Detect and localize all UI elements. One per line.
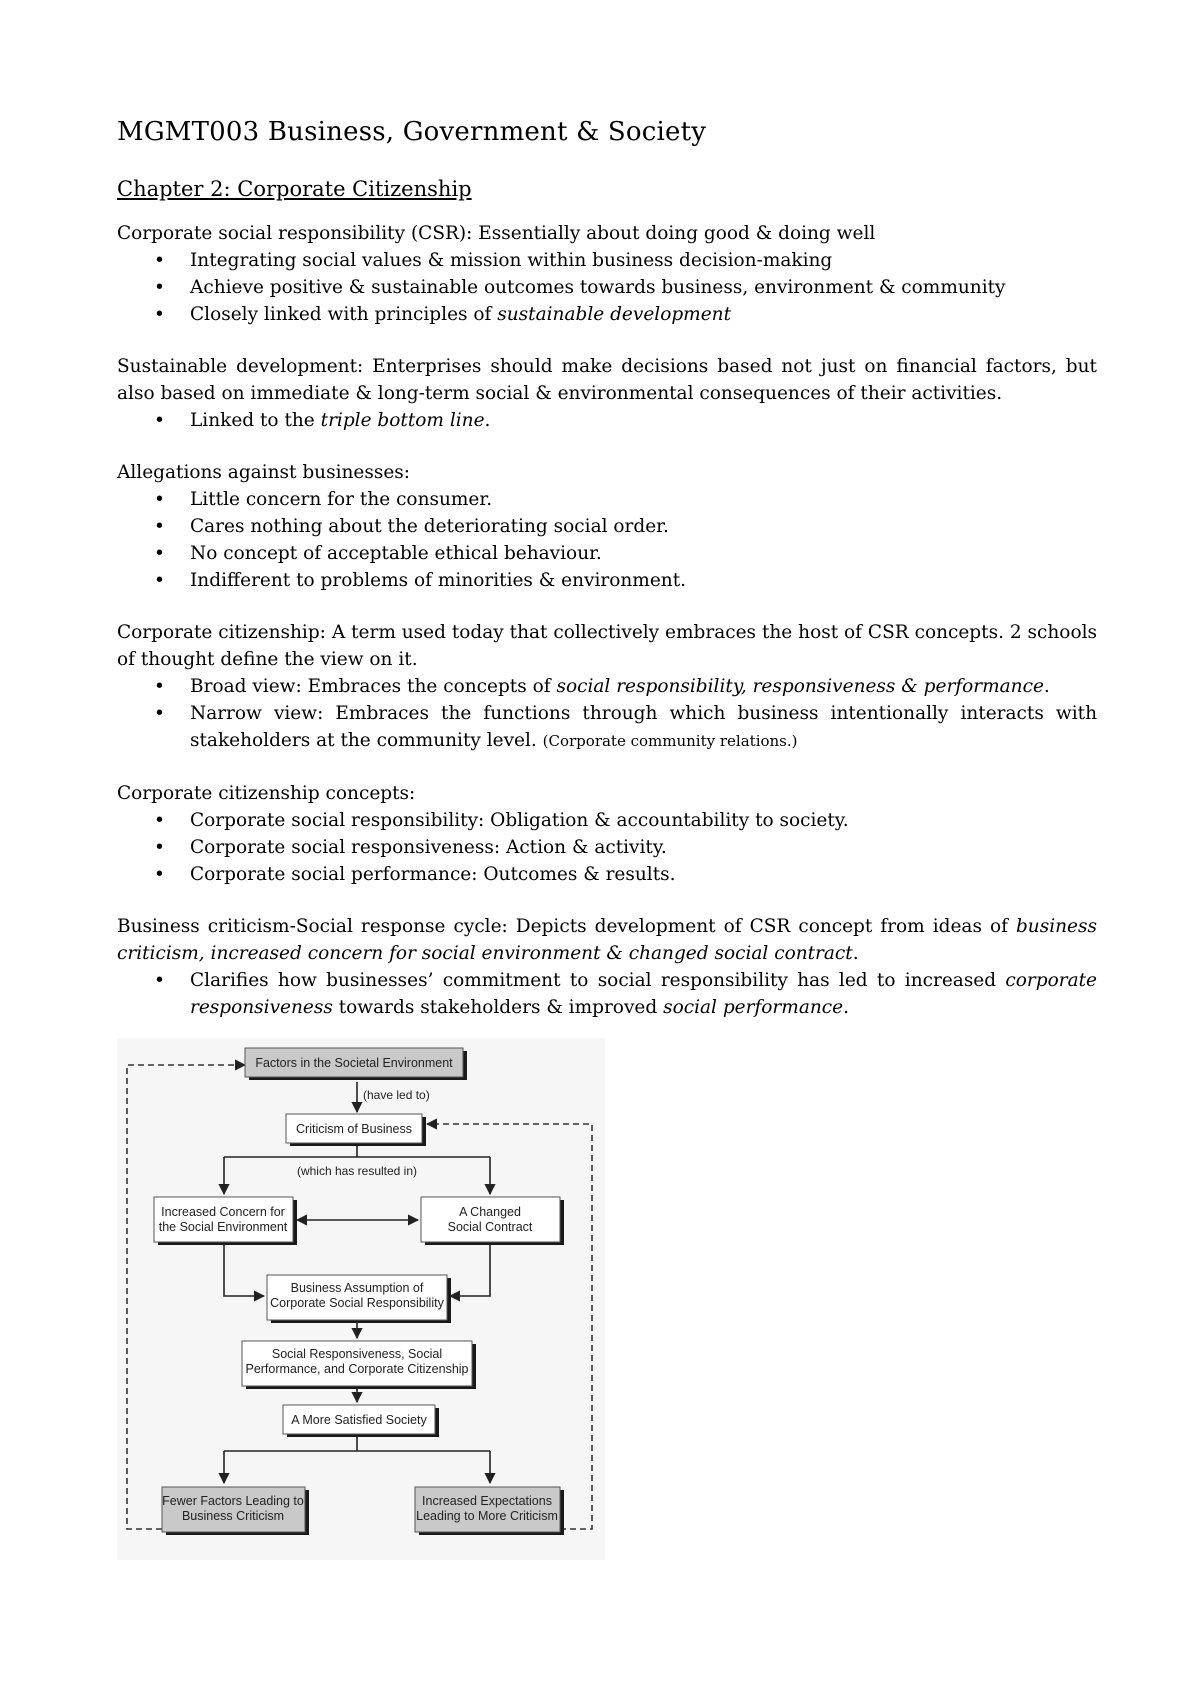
sd-bullet-end: . — [484, 410, 491, 431]
sd-bullet-text: Linked to the — [190, 410, 321, 431]
node-fewer-line1: Fewer Factors Leading to — [162, 1494, 304, 1508]
cycle-bullets — [117, 967, 1097, 1021]
sd-bullet-emphasis: triple bottom line — [320, 410, 485, 431]
cycle-bullet-end: . — [843, 997, 849, 1018]
node-fewer-factors — [162, 1487, 309, 1535]
node-fewer-line2: Business Criticism — [181, 1509, 285, 1523]
cycle-section — [117, 913, 1097, 1021]
allegation-item: • Cares nothing about the deteriorating social order. — [117, 513, 1097, 540]
cycle-bullet-emphasis: social performance — [663, 997, 844, 1018]
right-feedback-loop — [427, 1124, 592, 1529]
concepts-heading: Corporate citizenship concepts: — [117, 783, 416, 804]
cycle-bullet-emphasis: corporate responsiveness — [190, 970, 1097, 1018]
allegations-heading: Allegations against businesses: — [117, 462, 411, 483]
node-satisfied-society — [283, 1405, 439, 1437]
csr-bullet-text: Closely linked with principles of — [190, 304, 498, 325]
cc-narrow-view — [117, 700, 1097, 755]
allegation-item: • No concept of acceptable ethical behaviour. — [117, 540, 1097, 567]
broad-view-text: Embraces the concepts of — [301, 676, 557, 697]
cycle-definition — [117, 913, 1097, 967]
node-responsiveness-line2: Performance, and Corporate Citizenship — [245, 1362, 469, 1376]
broad-view-term: Broad view: — [190, 676, 302, 697]
cycle-bullet — [117, 967, 1097, 1021]
narrow-view-note: (Corporate community relations.) — [542, 732, 798, 750]
csr-bullet: • Integrating social values & mission within business decision-making — [117, 247, 1097, 274]
sd-definition — [117, 353, 1097, 407]
document-content — [117, 112, 1097, 1021]
node-assumption-line2: Corporate Social Responsibility — [270, 1296, 444, 1310]
node-concern-line2: the Social Environment — [158, 1220, 288, 1234]
sd-term: Sustainable development: — [117, 356, 364, 377]
allegation-item: • Little concern for the consumer. — [117, 486, 1097, 513]
cc-broad-view — [117, 673, 1097, 700]
allegations-bullets — [117, 486, 1097, 594]
csr-bullet: • Achieve positive & sustainable outcomes towards business, environment & community — [117, 274, 1097, 301]
cc-definition-text: A term used today that collectively embraces the host of CSR concepts. 2 schools of thought define the view on it. — [117, 622, 1097, 670]
csr-section — [117, 220, 1097, 328]
node-factors — [245, 1048, 467, 1080]
cc-bullets — [117, 673, 1097, 755]
cycle-definition-text: Depicts development of CSR concept from ideas of — [507, 916, 1016, 937]
cycle-bullet-text: Clarifies how businesses’ commitment to social responsibility has led to increased — [190, 970, 1006, 991]
node-factors-text: Factors in the Societal Environment — [255, 1056, 453, 1070]
label-which-has-resulted-in: (which has resulted in) — [296, 1164, 418, 1178]
cycle-term: Business criticism-Social response cycle: — [117, 916, 508, 937]
node-criticism — [286, 1114, 426, 1146]
sd-bullet — [117, 407, 1097, 434]
node-expectations-line2: Leading to More Criticism — [416, 1509, 558, 1523]
node-business-assumption — [267, 1275, 451, 1323]
node-concern-line1: Increased Concern for — [161, 1205, 285, 1219]
sd-section — [117, 353, 1097, 434]
node-increased-expectations — [415, 1487, 564, 1535]
node-assumption-line1: Business Assumption of — [290, 1281, 424, 1295]
concept-term: Corporate social responsiveness: — [190, 837, 501, 858]
narrow-view-text: Embraces the functions through which business intentionally interacts with stakeholders at the community level. — [190, 703, 1097, 751]
allegation-item: • Indifferent to problems of minorities & environment. — [117, 567, 1097, 594]
concept-term: Corporate social responsibility: — [190, 810, 485, 831]
page-title: MGMT003 Business, Government & Society — [117, 117, 707, 147]
cycle-bullet-mid: towards stakeholders & improved — [332, 997, 664, 1018]
csr-definition-text: Essentially about doing good & doing well — [472, 223, 876, 244]
arrow-concern-to-assumption — [224, 1243, 264, 1296]
cycle-definition-emphasis: business criticism, increased concern for social environment & changed social contract — [117, 916, 1097, 964]
concept-item — [117, 861, 1097, 888]
left-feedback-loop — [127, 1065, 245, 1529]
cc-section — [117, 619, 1097, 755]
node-expectations-line1: Increased Expectations — [422, 1494, 552, 1508]
csr-bullet — [117, 301, 1097, 328]
label-have-led-to: (have led to) — [363, 1088, 430, 1102]
concept-text: Action & activity. — [500, 837, 667, 858]
csr-bullets — [117, 247, 1097, 328]
node-contract-line2: Social Contract — [447, 1220, 533, 1234]
node-criticism-text: Criticism of Business — [296, 1122, 412, 1136]
node-responsiveness-line1: Social Responsiveness, Social — [271, 1347, 443, 1361]
sd-definition-text: Enterprises should make decisions based not just on financial factors, but also based on immediate & long-term social & environmental consequences of their activities. — [117, 356, 1097, 404]
csr-term: Corporate social responsibility (CSR): — [117, 223, 473, 244]
node-increased-concern — [154, 1197, 297, 1245]
concept-term: Corporate social performance: — [190, 864, 478, 885]
concept-item — [117, 807, 1097, 834]
concept-item — [117, 834, 1097, 861]
concepts-section — [117, 780, 1097, 888]
arrow-contract-to-assumption — [450, 1243, 490, 1296]
csr-bullet-emphasis: sustainable development — [497, 304, 732, 325]
cc-term: Corporate citizenship: — [117, 622, 326, 643]
csr-definition — [117, 220, 1097, 247]
cc-definition — [117, 619, 1097, 673]
node-satisfied-text: A More Satisfied Society — [291, 1413, 427, 1427]
node-contract-line1: A Changed — [459, 1205, 521, 1219]
narrow-view-term: Narrow view: — [190, 703, 324, 724]
broad-view-end: . — [1043, 676, 1050, 697]
criticism-response-cycle-diagram — [117, 1038, 605, 1560]
concepts-bullets — [117, 807, 1097, 888]
concept-text: Obligation & accountability to society. — [484, 810, 849, 831]
chapter-heading: Chapter 2: Corporate Citizenship — [117, 177, 472, 201]
concept-text: Outcomes & results. — [477, 864, 676, 885]
sd-bullets — [117, 407, 1097, 434]
broad-view-emphasis: social responsibility, responsiveness & performance — [556, 676, 1044, 697]
node-social-responsiveness — [242, 1341, 476, 1389]
cycle-definition-end: . — [852, 943, 859, 964]
node-changed-contract — [421, 1197, 564, 1245]
allegations-section — [117, 459, 1097, 594]
